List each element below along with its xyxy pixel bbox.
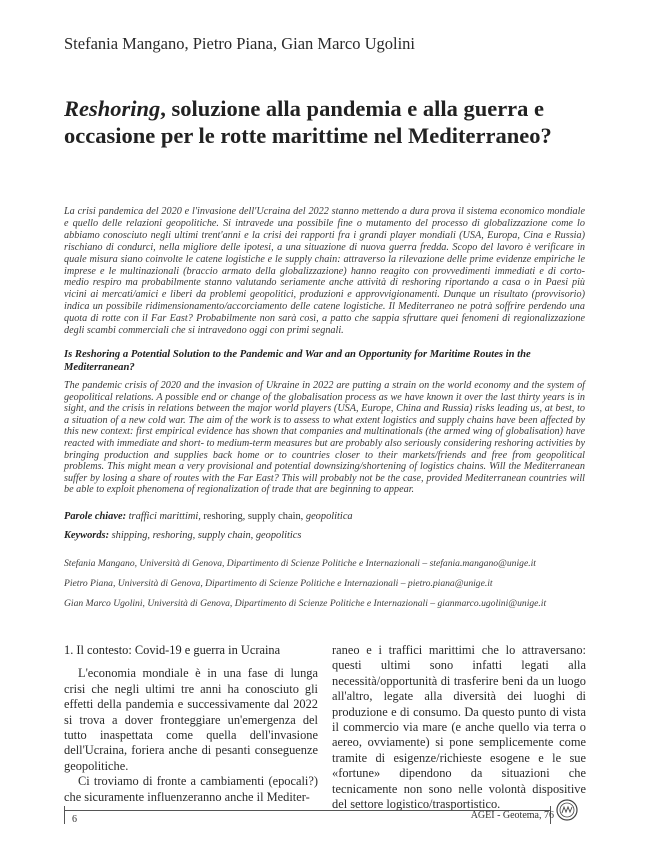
affiliation-ugolini: Gian Marco Ugolini, Università di Genova, Dipartimento di Scienze Politiche e Internazionali – gianmarco.ugolini@unige.it	[64, 598, 547, 609]
body-column-left	[64, 643, 318, 805]
body-paragraph: Ci troviamo di fronte a cambiamenti (epocali?) che sicuramente influenzeranno anche il Mediter-	[64, 774, 318, 804]
article-authors: Stefania Mangano, Pietro Piana, Gian Marco Ugolini	[64, 34, 416, 53]
keywords-en-label: Keywords:	[64, 530, 110, 541]
affiliation-mangano: Stefania Mangano, Università di Genova, Dipartimento di Scienze Politiche e Internazionali – stefania.mangano@unige.it	[64, 558, 536, 569]
body-paragraph: raneo e i traffici marittimi che lo attraversano: questi ultimi sono infatti legati alla necessità/opportunità di trasferire beni da un luogo all'altro, legate alla diversità dei luoghi di produzione e di consumo. Da questo punto di vista il commercio via mare (e anche quello via terra o aereo, ovviamente) si pone semplicemente come tramite di esigenze/richieste esogene e le sue «fortune» dipendono da situazioni che tecnicamente non sono nelle volontà dispositive del settore logistico/trasportistico.	[332, 643, 586, 812]
keywords-it-plain: reshoring, supply chain,	[200, 511, 304, 522]
abstract-english: The pandemic crisis of 2020 and the invasion of Ukraine in 2022 are putting a strain on the world economy and the system of geopolitical relations. A possible end or change of the globalisation process as we have known it over the last thirty years is in sight, and the crisis in relations between the major world players (USA, Europe, China and Russia) risks leading us, at best, to a situation of a new cold war. The aim of the work is to assess to what extent logistics and supply chains have been affected by this new context: first empirical evidence has shown that companies and multinationals (the armed wing of globalisation) have reacted with immediate and short- to medium-term measures but are probably also seriously considering reshoring activities by bringing production and supplies back home or to countries closer to their markets/friends and free from geopolitical problems. This might mean a very provisional and potential downsizing/shortening of logistics chains. Will the Mediterranean suffer by losing a share of routes with the Far East? This will probably not be the case, provided Mediterranean countries will be able to exploit phenomena of regionalization of trade that are beginning to appear.	[64, 380, 586, 496]
article-title	[64, 95, 604, 149]
body-paragraph: L'economia mondiale è in una fase di lunga crisi che negli ultimi tre anni ha conosciuto gli effetti della pandemia e successivamente dal 2022 si trova a dover fronteggiare un'emergenza del tutto inaspettata come quella dell'invasione dell'Ucraina, foriera anche di pesanti conseguenze geopolitiche.	[64, 666, 318, 773]
keywords-english	[64, 530, 585, 541]
keywords-italian	[64, 511, 585, 522]
affiliation-piana: Pietro Piana, Università di Genova, Dipartimento di Scienze Politiche e Internazionali – pietro.piana@unige.it	[64, 578, 493, 589]
title-rest: , soluzione alla pandemia e alla guerra e occasione per le rotte marittime nel Mediterraneo?	[64, 96, 552, 148]
journal-name: AGEI - Geotema, 76	[470, 810, 554, 821]
section-heading: 1. Il contesto: Covid-19 e guerra in Ucraina	[64, 643, 281, 657]
footer-rule-tick	[64, 806, 65, 824]
abstract-italian: La crisi pandemica del 2020 e l'invasione dell'Ucraina del 2022 stanno mettendo a dura prova il sistema economico mondiale e quello delle relazioni geopolitiche. Si intravede una possibile fine o mutamento del processo di globalizzazione come lo abbiamo conosciuto negli ultimi trent'anni e la crisi dei rapporti fra i grandi player mondiali (USA, Europa, Cina e Russia) rischiano di condurci, nella migliore delle ipotesi, a una situazione di nuova guerra fredda. Scopo del lavoro è verificare in quale misura siano coinvolte le catene logistiche e le supply chain: attraverso la rilevazione delle prime evidenze empiriche le imprese e le multinazionali (braccio armato della globalizzazione) hanno reagito con provvedimenti immediati e di corto-medio respiro ma probabilmente stanno valutando seriamente anche attività di reshoring riportando a casa o in Paesi più vicini ai mercati/amici e liberi da problemi geopolitici, produzioni e approvvigionamenti. Dunque un risultato (provvisorio) indica un possibile ridimensionamento/accorciamento delle catene logistiche. Il Mediterraneo ne potrà soffrire perdendo una quota di rotte con il Far East? Probabilmente non sarà così, a patto che sappia sfruttare quei fenomeni di regionalizzazione degli scambi commerciali che si intravedono oggi con primi segnali.	[64, 206, 585, 337]
page-number: 6	[72, 814, 77, 825]
body-column-right	[332, 643, 586, 812]
agei-seal-icon	[556, 799, 578, 821]
keywords-it-italic2: geopolitica	[303, 511, 353, 522]
title-italic-word: Reshoring	[64, 96, 161, 121]
keywords-it-label: Parole chiave:	[64, 511, 127, 522]
keywords-en-values: shipping, reshoring, supply chain, geopolitics	[111, 530, 302, 541]
keywords-it-italic: traffici marittimi,	[128, 511, 201, 522]
english-title: Is Reshoring a Potential Solution to the Pandemic and War and an Opportunity for Maritime Routes in the Mediterranean?	[64, 349, 531, 373]
